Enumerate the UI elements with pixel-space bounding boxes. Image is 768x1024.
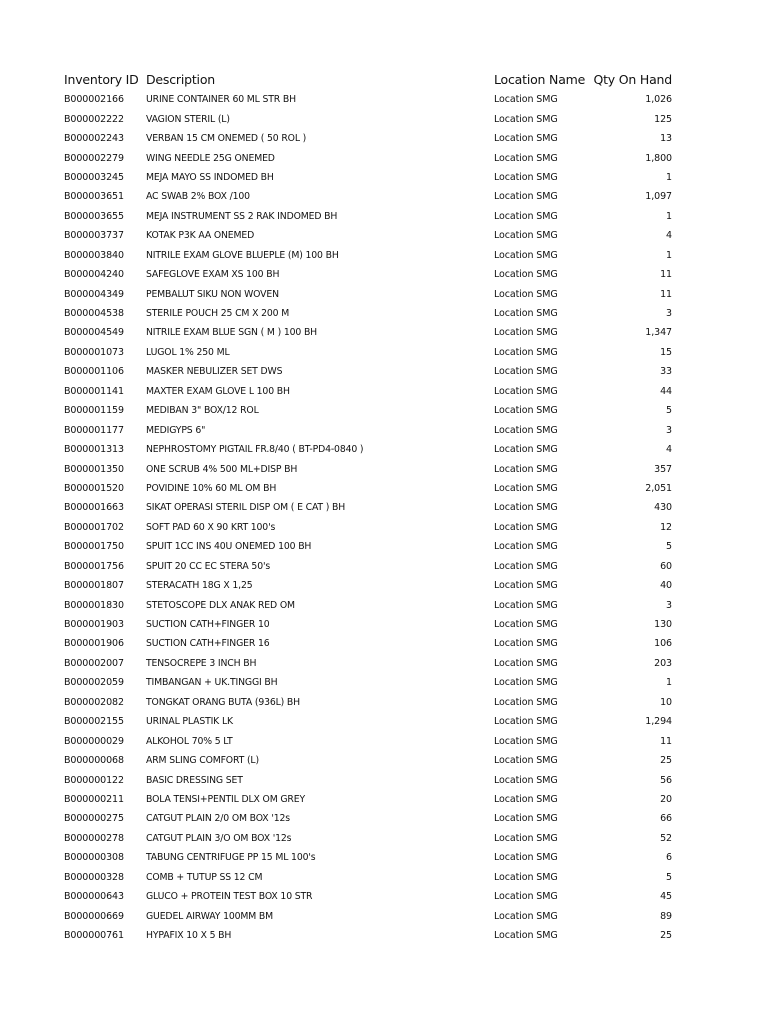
cell-location-name: Location SMG (494, 502, 558, 514)
header-inventory-id: Inventory ID (64, 72, 139, 87)
cell-inventory-id: B000000275 (64, 813, 124, 825)
cell-location-name: Location SMG (494, 638, 558, 650)
cell-qty-on-hand: 3 (666, 424, 672, 436)
cell-description: NITRILE EXAM GLOVE BLUEPLE (M) 100 BH (146, 249, 339, 261)
header-location-name: Location Name (494, 72, 586, 87)
cell-location-name: Location SMG (494, 930, 558, 942)
table-row (60, 168, 674, 187)
cell-inventory-id: B000001756 (64, 560, 124, 572)
table-row (60, 284, 674, 303)
cell-location-name: Location SMG (494, 94, 558, 106)
table-row (60, 148, 674, 167)
cell-inventory-id: B000002222 (64, 113, 124, 125)
cell-description: SIKAT OPERASI STERIL DISP OM ( E CAT ) BH (146, 502, 346, 514)
cell-location-name: Location SMG (494, 346, 558, 358)
cell-inventory-id: B000001350 (64, 463, 124, 475)
table-row (60, 693, 674, 712)
cell-qty-on-hand: 44 (660, 385, 672, 397)
cell-description: MEDIBAN 3" BOX/12 ROL (146, 405, 259, 417)
cell-inventory-id: B000001906 (64, 638, 124, 650)
cell-qty-on-hand: 6 (666, 852, 672, 864)
cell-location-name: Location SMG (494, 755, 558, 767)
table-row (60, 848, 674, 867)
table-row (60, 595, 674, 614)
cell-qty-on-hand: 125 (654, 113, 672, 125)
cell-description: CATGUT PLAIN 2/0 OM BOX '12s (146, 813, 290, 825)
cell-description: KOTAK P3K AA ONEMED (146, 230, 255, 242)
table-row (60, 401, 674, 420)
cell-qty-on-hand: 15 (660, 346, 672, 358)
cell-description: ONE SCRUB 4% 500 ML+DISP BH (146, 463, 298, 475)
cell-qty-on-hand: 11 (660, 735, 672, 747)
cell-location-name: Location SMG (494, 444, 558, 456)
cell-qty-on-hand: 430 (654, 502, 672, 514)
cell-description: TONGKAT ORANG BUTA (936L) BH (146, 696, 300, 708)
cell-description: MEJA INSTRUMENT SS 2 RAK INDOMED BH (146, 210, 338, 222)
cell-description: SUCTION CATH+FINGER 10 (146, 619, 270, 631)
cell-inventory-id: B000001159 (64, 405, 124, 417)
inventory-table (60, 69, 674, 945)
cell-location-name: Location SMG (494, 560, 558, 572)
table-row (60, 770, 674, 789)
cell-inventory-id: B000004240 (64, 269, 124, 281)
table-row (60, 187, 674, 206)
cell-location-name: Location SMG (494, 541, 558, 553)
table-row (60, 226, 674, 245)
cell-inventory-id: B000000278 (64, 832, 124, 844)
table-row (60, 479, 674, 498)
cell-inventory-id: B000000211 (64, 793, 124, 805)
cell-location-name: Location SMG (494, 735, 558, 747)
cell-location-name: Location SMG (494, 599, 558, 611)
cell-inventory-id: B000000029 (64, 735, 124, 747)
cell-qty-on-hand: 89 (660, 910, 672, 922)
table-row (60, 459, 674, 478)
cell-inventory-id: B000002279 (64, 152, 124, 164)
cell-location-name: Location SMG (494, 424, 558, 436)
cell-description: SOFT PAD 60 X 90 KRT 100's (146, 521, 276, 533)
table-row (60, 498, 674, 517)
table-row (60, 265, 674, 284)
table-row (60, 109, 674, 128)
cell-location-name: Location SMG (494, 249, 558, 261)
cell-location-name: Location SMG (494, 871, 558, 883)
cell-inventory-id: B000001830 (64, 599, 124, 611)
cell-qty-on-hand: 5 (666, 405, 672, 417)
cell-inventory-id: B000003651 (64, 191, 124, 203)
cell-location-name: Location SMG (494, 910, 558, 922)
cell-qty-on-hand: 1 (666, 677, 672, 689)
table-row (60, 868, 674, 887)
cell-location-name: Location SMG (494, 774, 558, 786)
cell-description: HYPAFIX 10 X 5 BH (146, 930, 232, 942)
table-body (60, 90, 674, 945)
table-row (60, 926, 674, 945)
table-row (60, 362, 674, 381)
table-row (60, 304, 674, 323)
cell-description: VERBAN 15 CM ONEMED ( 50 ROL ) (146, 133, 307, 145)
cell-inventory-id: B000000669 (64, 910, 124, 922)
cell-location-name: Location SMG (494, 230, 558, 242)
cell-description: PEMBALUT SIKU NON WOVEN (146, 288, 279, 300)
cell-location-name: Location SMG (494, 793, 558, 805)
cell-inventory-id: B000002007 (64, 657, 124, 669)
cell-location-name: Location SMG (494, 657, 558, 669)
cell-description: SUCTION CATH+FINGER 16 (146, 638, 270, 650)
cell-qty-on-hand: 1,026 (645, 94, 672, 106)
cell-qty-on-hand: 5 (666, 541, 672, 553)
cell-location-name: Location SMG (494, 580, 558, 592)
cell-qty-on-hand: 2,051 (645, 482, 672, 494)
cell-inventory-id: B000001520 (64, 482, 124, 494)
cell-description: MEJA MAYO SS INDOMED BH (146, 171, 274, 183)
table-row (60, 751, 674, 770)
cell-description: GLUCO + PROTEIN TEST BOX 10 STR (146, 891, 313, 903)
cell-qty-on-hand: 56 (660, 774, 672, 786)
cell-qty-on-hand: 3 (666, 308, 672, 320)
table-row (60, 829, 674, 848)
cell-location-name: Location SMG (494, 327, 558, 339)
cell-description: STERILE POUCH 25 CM X 200 M (146, 308, 290, 320)
table-row (60, 246, 674, 265)
cell-location-name: Location SMG (494, 852, 558, 864)
cell-description: POVIDINE 10% 60 ML OM BH (146, 482, 277, 494)
cell-location-name: Location SMG (494, 210, 558, 222)
cell-qty-on-hand: 106 (654, 638, 672, 650)
cell-location-name: Location SMG (494, 269, 558, 281)
cell-description: VAGION STERIL (L) (146, 113, 230, 125)
table-row (60, 576, 674, 595)
cell-inventory-id: B000004538 (64, 308, 124, 320)
cell-description: BOLA TENSI+PENTIL DLX OM GREY (146, 793, 305, 805)
cell-inventory-id: B000000068 (64, 755, 124, 767)
header-description: Description (146, 72, 215, 87)
table-row (60, 809, 674, 828)
cell-location-name: Location SMG (494, 133, 558, 145)
cell-qty-on-hand: 25 (660, 930, 672, 942)
cell-inventory-id: B000001073 (64, 346, 124, 358)
table-row (60, 887, 674, 906)
cell-location-name: Location SMG (494, 171, 558, 183)
table-row (60, 440, 674, 459)
cell-description: CATGUT PLAIN 3/O OM BOX '12s (146, 832, 292, 844)
cell-qty-on-hand: 1 (666, 171, 672, 183)
table-row (60, 343, 674, 362)
cell-inventory-id: B000001750 (64, 541, 124, 553)
cell-inventory-id: B000001702 (64, 521, 124, 533)
cell-inventory-id: B000000328 (64, 871, 124, 883)
cell-qty-on-hand: 5 (666, 871, 672, 883)
table-header-row (60, 69, 674, 90)
table-row (60, 712, 674, 731)
table-row (60, 129, 674, 148)
cell-inventory-id: B000003655 (64, 210, 124, 222)
cell-location-name: Location SMG (494, 716, 558, 728)
cell-inventory-id: B000000122 (64, 774, 124, 786)
cell-location-name: Location SMG (494, 366, 558, 378)
cell-location-name: Location SMG (494, 813, 558, 825)
cell-location-name: Location SMG (494, 482, 558, 494)
cell-description: MAXTER EXAM GLOVE L 100 BH (146, 385, 290, 397)
cell-location-name: Location SMG (494, 405, 558, 417)
cell-qty-on-hand: 52 (660, 832, 672, 844)
cell-description: STERACATH 18G X 1,25 (146, 580, 253, 592)
cell-qty-on-hand: 203 (654, 657, 672, 669)
cell-inventory-id: B000002166 (64, 94, 124, 106)
cell-qty-on-hand: 66 (660, 813, 672, 825)
cell-inventory-id: B000001106 (64, 366, 124, 378)
cell-qty-on-hand: 130 (654, 619, 672, 631)
cell-location-name: Location SMG (494, 113, 558, 125)
table-row (60, 90, 674, 109)
cell-qty-on-hand: 1,347 (645, 327, 672, 339)
cell-qty-on-hand: 1 (666, 210, 672, 222)
cell-inventory-id: B000004549 (64, 327, 124, 339)
cell-location-name: Location SMG (494, 385, 558, 397)
cell-qty-on-hand: 60 (660, 560, 672, 572)
cell-inventory-id: B000000761 (64, 930, 124, 942)
cell-qty-on-hand: 12 (660, 521, 672, 533)
cell-qty-on-hand: 357 (654, 463, 672, 475)
cell-inventory-id: B000001313 (64, 444, 124, 456)
cell-description: URINAL PLASTIK LK (146, 716, 233, 728)
header-qty-on-hand: Qty On Hand (593, 72, 672, 87)
cell-qty-on-hand: 1 (666, 249, 672, 261)
cell-qty-on-hand: 1,097 (645, 191, 672, 203)
cell-description: MASKER NEBULIZER SET DWS (146, 366, 283, 378)
cell-qty-on-hand: 25 (660, 755, 672, 767)
table-row (60, 615, 674, 634)
cell-inventory-id: B000000643 (64, 891, 124, 903)
table-row (60, 673, 674, 692)
cell-description: TENSOCREPE 3 INCH BH (146, 657, 257, 669)
cell-inventory-id: B000004349 (64, 288, 124, 300)
cell-description: AC SWAB 2% BOX /100 (146, 191, 250, 203)
cell-description: WING NEEDLE 25G ONEMED (146, 152, 275, 164)
table-row (60, 654, 674, 673)
cell-location-name: Location SMG (494, 832, 558, 844)
table-row (60, 731, 674, 750)
cell-description: STETOSCOPE DLX ANAK RED OM (146, 599, 295, 611)
cell-qty-on-hand: 11 (660, 288, 672, 300)
cell-inventory-id: B000003737 (64, 230, 124, 242)
cell-description: SPUIT 20 CC EC STERA 50's (146, 560, 271, 572)
cell-inventory-id: B000001177 (64, 424, 124, 436)
table-row (60, 207, 674, 226)
cell-location-name: Location SMG (494, 619, 558, 631)
cell-inventory-id: B000001663 (64, 502, 124, 514)
cell-qty-on-hand: 4 (666, 230, 672, 242)
cell-description: URINE CONTAINER 60 ML STR BH (146, 94, 296, 106)
cell-inventory-id: B000002155 (64, 716, 124, 728)
table-row (60, 323, 674, 342)
cell-description: TABUNG CENTRIFUGE PP 15 ML 100's (146, 852, 316, 864)
cell-description: SPUIT 1CC INS 40U ONEMED 100 BH (146, 541, 312, 553)
cell-location-name: Location SMG (494, 308, 558, 320)
cell-description: LUGOL 1% 250 ML (146, 346, 230, 358)
cell-description: GUEDEL AIRWAY 100MM BM (146, 910, 274, 922)
table-row (60, 906, 674, 925)
cell-qty-on-hand: 20 (660, 793, 672, 805)
cell-inventory-id: B000002243 (64, 133, 124, 145)
table-row (60, 518, 674, 537)
table-row (60, 557, 674, 576)
cell-qty-on-hand: 3 (666, 599, 672, 611)
cell-qty-on-hand: 45 (660, 891, 672, 903)
cell-description: NEPHROSTOMY PIGTAIL FR.8/40 ( BT-PD4-0840 ) (146, 444, 364, 456)
cell-location-name: Location SMG (494, 677, 558, 689)
cell-description: MEDIGYPS 6" (146, 424, 206, 436)
cell-inventory-id: B000002059 (64, 677, 124, 689)
cell-qty-on-hand: 10 (660, 696, 672, 708)
cell-location-name: Location SMG (494, 696, 558, 708)
cell-inventory-id: B000003840 (64, 249, 124, 261)
cell-inventory-id: B000001141 (64, 385, 124, 397)
cell-inventory-id: B000003245 (64, 171, 124, 183)
cell-qty-on-hand: 4 (666, 444, 672, 456)
table-row (60, 634, 674, 653)
cell-inventory-id: B000001903 (64, 619, 124, 631)
cell-description: COMB + TUTUP SS 12 CM (146, 871, 263, 883)
table-row (60, 790, 674, 809)
cell-qty-on-hand: 11 (660, 269, 672, 281)
cell-description: BASIC DRESSING SET (146, 774, 243, 786)
cell-location-name: Location SMG (494, 191, 558, 203)
cell-qty-on-hand: 13 (660, 133, 672, 145)
cell-location-name: Location SMG (494, 463, 558, 475)
cell-location-name: Location SMG (494, 891, 558, 903)
cell-inventory-id: B000001807 (64, 580, 124, 592)
cell-location-name: Location SMG (494, 288, 558, 300)
cell-description: ALKOHOL 70% 5 LT (146, 735, 233, 747)
cell-inventory-id: B000000308 (64, 852, 124, 864)
cell-location-name: Location SMG (494, 521, 558, 533)
cell-location-name: Location SMG (494, 152, 558, 164)
table-row (60, 382, 674, 401)
cell-description: TIMBANGAN + UK.TINGGI BH (146, 677, 278, 689)
cell-qty-on-hand: 1,294 (645, 716, 672, 728)
table-row (60, 537, 674, 556)
cell-qty-on-hand: 1,800 (645, 152, 672, 164)
cell-description: ARM SLING COMFORT (L) (146, 755, 259, 767)
cell-inventory-id: B000002082 (64, 696, 124, 708)
cell-qty-on-hand: 40 (660, 580, 672, 592)
cell-qty-on-hand: 33 (660, 366, 672, 378)
cell-description: SAFEGLOVE EXAM XS 100 BH (146, 269, 280, 281)
table-row (60, 420, 674, 439)
cell-description: NITRILE EXAM BLUE SGN ( M ) 100 BH (146, 327, 318, 339)
